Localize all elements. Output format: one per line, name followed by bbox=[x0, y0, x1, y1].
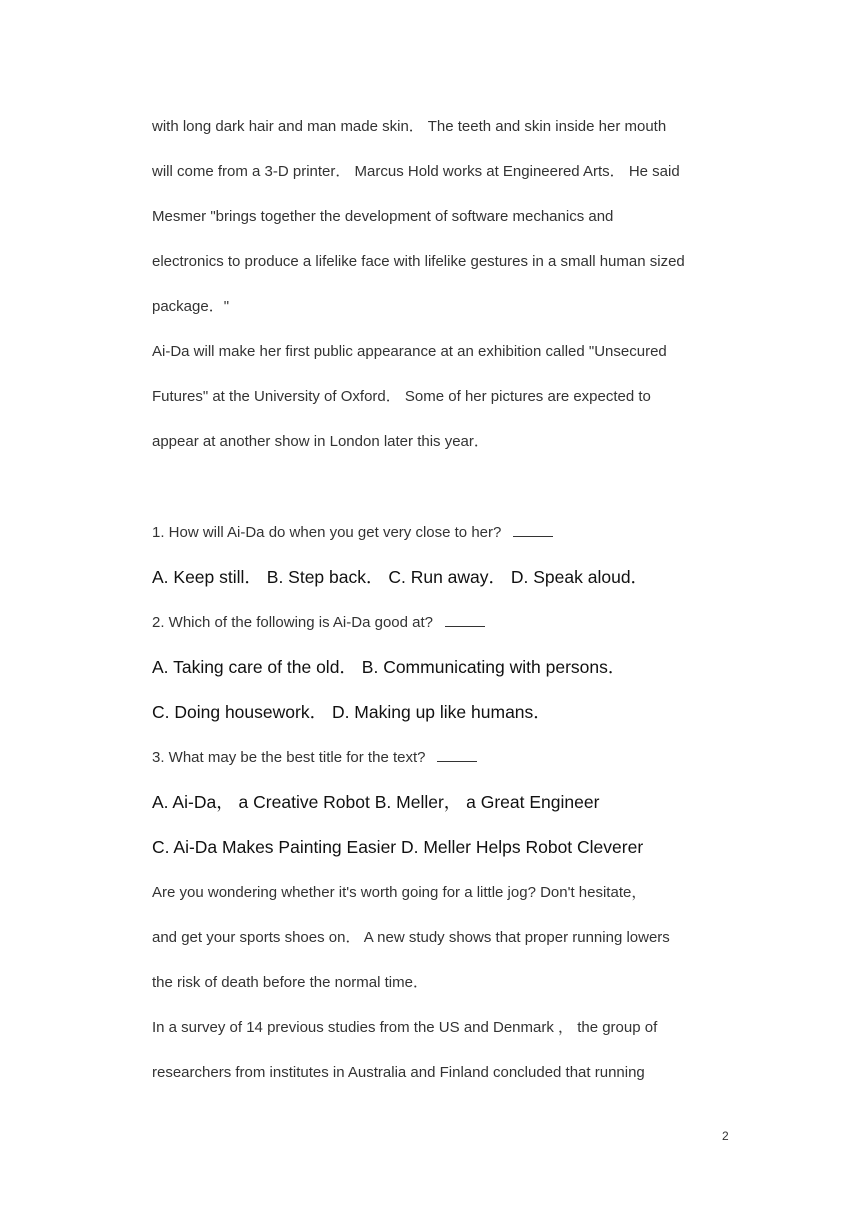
passage1-line: will come from a 3-D printer． Marcus Hold works at Engineered Arts． He said bbox=[152, 163, 680, 180]
passage1-line: Ai-Da will make her first public appearance at an exhibition called "Unsecured bbox=[152, 343, 667, 360]
passage1-line: Futures" at the University of Oxford． Some of her pictures are expected to bbox=[152, 388, 651, 405]
answer-blank bbox=[513, 522, 553, 537]
answer-blank bbox=[437, 747, 477, 762]
question-2-options-cd: C. Doing housework． D. Making up like humans． bbox=[152, 702, 551, 722]
question-3 bbox=[152, 747, 477, 768]
passage2-line: Are you wondering whether it's worth going for a little jog? Don't hesitate， bbox=[152, 884, 647, 901]
passage2-line: researchers from institutes in Australia and Finland concluded that running bbox=[152, 1064, 645, 1081]
question-2 bbox=[152, 612, 485, 633]
passage2-line: In a survey of 14 previous studies from the US and Denmark ， the group of bbox=[152, 1019, 658, 1036]
passage2-line: the risk of death before the normal time． bbox=[152, 974, 428, 991]
page-number: 2 bbox=[722, 1129, 729, 1143]
question-1-options: A. Keep still． B. Step back． C. Run away． D. Speak aloud． bbox=[152, 567, 649, 587]
question-3-options-cd: C. Ai-Da Makes Painting Easier D. Meller Helps Robot Cleverer bbox=[152, 837, 644, 857]
passage1-line: appear at another show in London later this year． bbox=[152, 433, 489, 450]
passage1-line: with long dark hair and man made skin． The teeth and skin inside her mouth bbox=[152, 118, 667, 135]
passage2-line: and get your sports shoes on． A new study shows that proper running lowers bbox=[152, 929, 670, 946]
question-stem: 2. Which of the following is Ai-Da good at? bbox=[152, 614, 433, 631]
answer-blank bbox=[445, 612, 485, 627]
question-1 bbox=[152, 522, 553, 543]
question-stem: 1. How will Ai-Da do when you get very close to her? bbox=[152, 524, 502, 541]
passage1-line: electronics to produce a lifelike face with lifelike gestures in a small human sized bbox=[152, 253, 685, 270]
question-3-options-ab: A. Ai-Da， a Creative Robot B. Meller， a Great Engineer bbox=[152, 792, 600, 812]
question-2-options-ab: A. Taking care of the old． B. Communicating with persons． bbox=[152, 657, 626, 677]
passage1-line: Mesmer "brings together the development of software mechanics and bbox=[152, 208, 614, 225]
question-stem: 3. What may be the best title for the text? bbox=[152, 749, 426, 766]
passage1-line: package．" bbox=[152, 298, 230, 315]
